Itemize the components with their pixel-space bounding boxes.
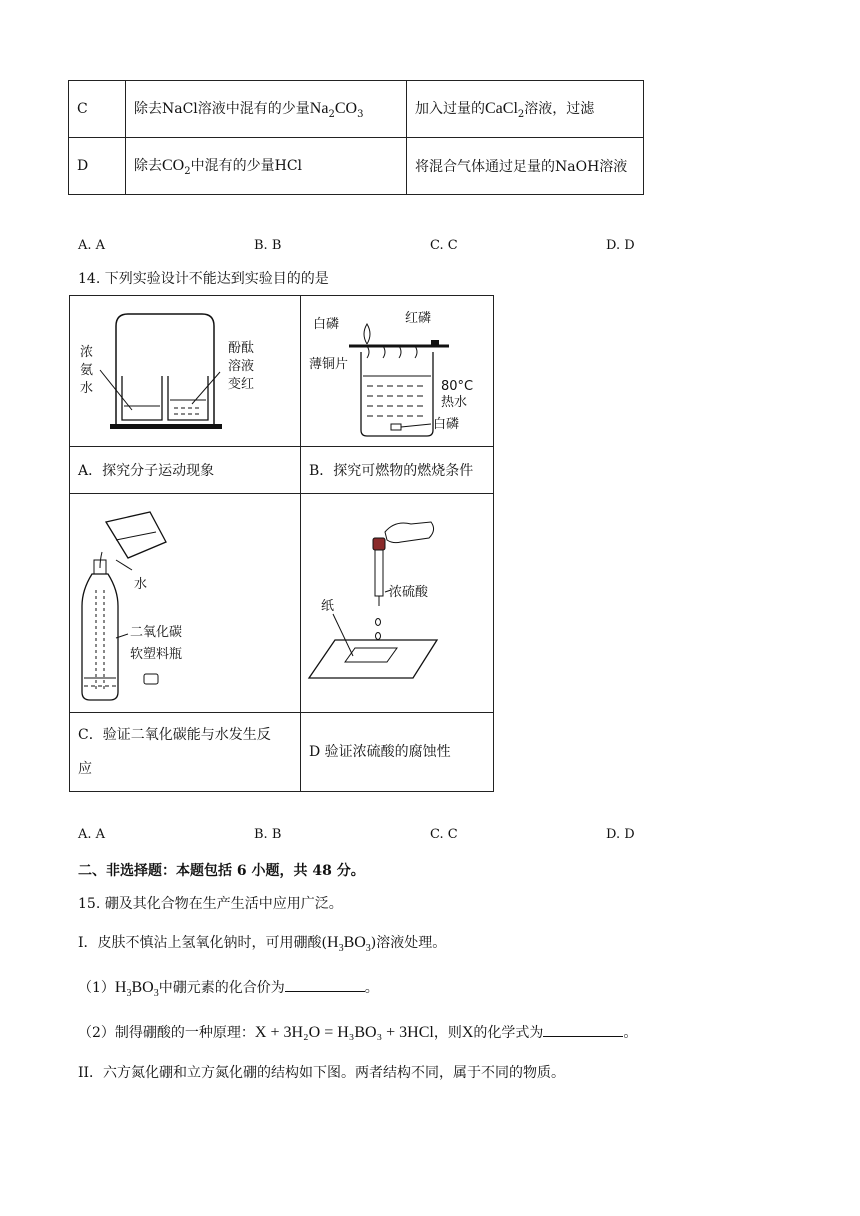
- option-a[interactable]: A. A: [78, 827, 106, 842]
- q15-part-i: [78, 932, 446, 954]
- option-c[interactable]: C. C: [430, 238, 458, 253]
- label-bailin: 白磷: [313, 317, 340, 332]
- sub2-text: 的化学式为: [473, 1025, 544, 1041]
- row-label: C: [69, 81, 126, 138]
- figure-a: [70, 296, 301, 447]
- answer-blank[interactable]: [543, 1022, 623, 1037]
- caption-d: D 验证浓硫酸的腐蚀性: [301, 713, 494, 792]
- label-honglin: 红磷: [405, 311, 432, 326]
- co2-bottle-diagram: [70, 494, 300, 708]
- label-fentai: 酚酞: [228, 341, 255, 356]
- q14-table: [69, 295, 494, 792]
- option-d[interactable]: D. D: [606, 238, 635, 253]
- option-a[interactable]: A. A: [78, 238, 106, 253]
- option-c[interactable]: C. C: [430, 827, 458, 842]
- figure-b: [301, 296, 494, 447]
- label-temp: 80°C: [441, 379, 474, 394]
- chem-formula: $H_3BO_3$: [327, 934, 371, 955]
- combustion-diagram: [301, 296, 493, 442]
- sub1-number: （1）: [78, 980, 115, 996]
- reaction-equation: X + 3H₂O = H₃BO₃ + 3HCl: [254, 1024, 434, 1041]
- q15-sub2: [78, 1022, 637, 1042]
- chem-subscript: 2: [184, 165, 191, 177]
- label-co2: 二氧化碳: [130, 625, 183, 640]
- sub2-end: 。: [623, 1025, 638, 1041]
- label-bottle: 软塑料瓶: [130, 647, 183, 662]
- method-text: 溶液，过滤: [524, 101, 595, 118]
- q15-sub1: [78, 977, 379, 999]
- chem-formula: CO: [334, 100, 358, 118]
- label-shui: 水: [80, 381, 94, 396]
- purpose-text: 中混有的少量HCl: [190, 158, 303, 175]
- sub1-text: 中硼元素的化合价为: [158, 980, 285, 996]
- table-row: [69, 81, 644, 138]
- purpose-cell: [126, 138, 407, 195]
- table-row: [69, 138, 644, 195]
- chem-formula: CaCl: [485, 100, 518, 118]
- label-bailin-2: 白磷: [433, 417, 460, 432]
- section-heading: 二、非选择题：本题包括 6 小题，共 48 分。: [78, 863, 365, 879]
- caption-c: [70, 713, 301, 792]
- chem-formula: $H_3BO_3$: [114, 979, 159, 1000]
- part-i-text: )溶液处理。: [370, 935, 447, 951]
- caption-c-line1: C．验证二氧化碳能与水发生反: [78, 727, 271, 743]
- q15-part-ii: II．六方氮化硼和立方氮化硼的结构如下图。两者结构不同，属于不同的物质。: [78, 1065, 566, 1081]
- option-d[interactable]: D. D: [606, 827, 635, 842]
- label-water: 水: [134, 577, 148, 592]
- row-label: D: [69, 138, 126, 195]
- caption-b: B．探究可燃物的燃烧条件: [301, 447, 494, 494]
- option-b[interactable]: B. B: [254, 238, 282, 253]
- caption-a: A．探究分子运动现象: [70, 447, 301, 494]
- q14-stem: 14. 下列实验设计不能达到实验目的的是: [78, 271, 329, 287]
- method-cell: 将混合气体通过足量的NaOH溶液: [407, 138, 644, 195]
- label-paper: 纸: [321, 599, 335, 614]
- label-an: 氨: [80, 363, 94, 378]
- purpose-text: 除去NaCl溶液中混有的少量: [134, 101, 310, 118]
- label-nong: 浓: [80, 345, 94, 360]
- sub1-end: 。: [364, 980, 379, 996]
- label-bianhong: 变红: [228, 377, 255, 392]
- method-text: 加入过量的: [415, 101, 485, 118]
- answer-blank[interactable]: [285, 977, 365, 992]
- label-reshui: 热水: [441, 395, 468, 410]
- q15-stem: 15. 硼及其化合物在生产生活中应用广泛。: [78, 896, 343, 912]
- sub2-text: ，则: [433, 1025, 462, 1041]
- part-i-text: I．皮肤不慎沾上氢氧化钠时，可用硼酸(: [78, 935, 327, 951]
- purpose-text: 除去: [134, 158, 162, 175]
- sulfuric-acid-diagram: [301, 494, 493, 708]
- chem-subscript: 2: [517, 108, 525, 120]
- figure-c: [70, 494, 301, 713]
- chem-subscript: 3: [357, 108, 364, 120]
- ammonia-diffusion-diagram: [70, 296, 300, 442]
- q13-table: [68, 80, 644, 195]
- caption-c-line2: 应: [78, 761, 92, 777]
- chem-formula: CO: [162, 157, 185, 175]
- figure-d: [301, 494, 494, 713]
- purpose-cell: [126, 81, 407, 138]
- chem-subscript: 2: [328, 108, 335, 120]
- sub2-text: （2）制得硼酸的一种原理：: [78, 1025, 255, 1041]
- chem-formula: X: [461, 1024, 474, 1041]
- option-b[interactable]: B. B: [254, 827, 282, 842]
- method-cell: [407, 81, 644, 138]
- label-rongye: 溶液: [228, 359, 255, 374]
- label-acid: 浓硫酸: [389, 585, 429, 600]
- label-tongpian: 薄铜片: [309, 357, 349, 372]
- chem-formula: Na: [309, 100, 329, 118]
